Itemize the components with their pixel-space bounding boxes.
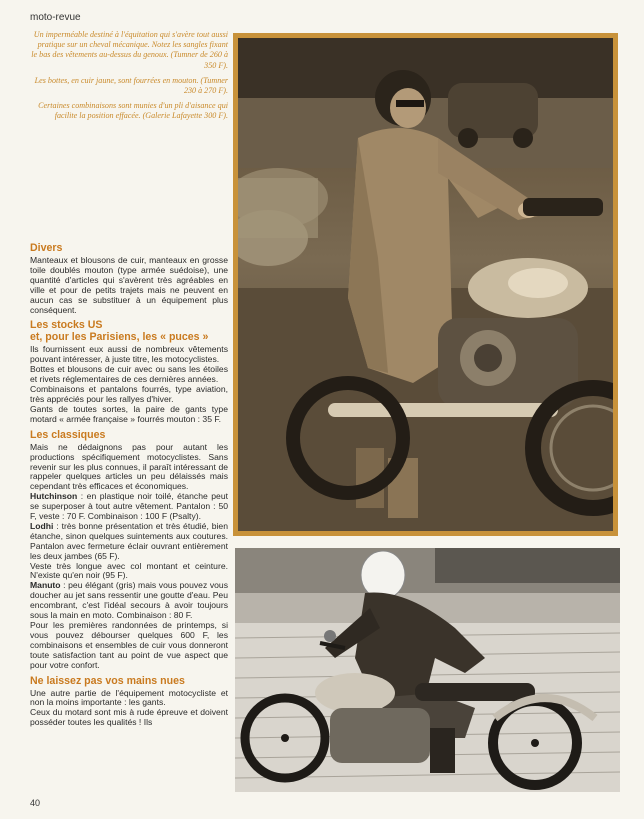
paragraph-stocks-2: Bottes et blousons de cuir avec ou sans les étoiles et rivets réglementaires de ces dernières années. — [30, 364, 228, 385]
photo-rider-illustration — [238, 38, 613, 531]
caption-raincoat: Un imperméable destiné à l'équitation qui s'avère tout aussi pratique sur un cheval mécanique. Notez les sangles fixant le bas des vêtements au-dessus du genoux. (Tumner de 260 à 350 F). — [31, 30, 228, 70]
paragraph-manuto — [30, 581, 228, 621]
paragraph-classiques-intro: Mais ne dédaignons pas pour autant les productions spécifiquement motocyclistes. Sans revenir sur les plus connues, il paraît intéressant de rappeler quelques articles un peu délaissés mais cependant très efficaces et économiques. — [30, 441, 228, 492]
photo-helmet-rider-illustration — [235, 548, 620, 792]
paragraph-hutchinson — [30, 492, 228, 522]
heading-stocks-us — [30, 319, 228, 343]
paragraph-stocks-3: Combinaisons et pantalons fourrés, type aviation, très appréciés pour les rallyes d'hiver. — [30, 384, 228, 404]
paragraph-mains-1: Une autre partie de l'équipement motocycliste et non la moins importante : les gants. — [30, 687, 228, 708]
heading-divers: Divers — [30, 242, 63, 254]
paragraph-mains-2: Ceux du motard sont mis à rude épreuve et doivent posséder toutes les qualités ! Ils — [30, 707, 228, 728]
caption-boots: Les bottes, en cuir jaune, sont fourrées en mouton. (Tumner 230 à 270 F). — [34, 75, 228, 96]
paragraph-lodhi — [30, 522, 228, 562]
paragraph-veste: Veste très longue avec col montant et ceinture. N'existe qu'en noir (95 F). — [30, 560, 228, 581]
heading-stocks-us-line2: et, pour les Parisiens, les « puces » — [30, 331, 209, 344]
paragraph-printemps: Pour les premières randonnées de printemps, si vous pouvez débourser quelques 600 F, les combinaisons et ensembles de cuir vous donneront toute satisfaction tant au point de vue aspect que pour votre confort. — [30, 620, 228, 670]
text-manuto: : peu élégant (gris) mais vous pouvez vous doucher au jet sans ressentir une goutte d'eau. Peu encombrant, c'est l'idéal secours à avoir toujours sous la main en moto. Combinaison : 80 F. — [30, 580, 228, 621]
paragraph-stocks-1: Ils fournissent eux aussi de nombreux vêtements pouvant intéresser, à juste titre, les motocyclistes. — [30, 344, 228, 365]
magazine-header: moto-revue — [30, 12, 81, 23]
article-column — [30, 240, 228, 728]
heading-classiques: Les classiques — [30, 428, 106, 441]
paragraph-stocks-4: Gants de toutes sortes, la paire de gants type motard « armée française » fourrés mouton : 35 F. — [30, 403, 228, 424]
photo-helmeted-rider-on-motorcycle — [235, 548, 620, 792]
photo-captions — [30, 30, 228, 127]
term-lodhi: Lodhi — [30, 520, 54, 531]
paragraph-divers: Manteaux et blousons de cuir, manteaux en grosse toile doublés mouton (type armée suédoise), une quantité d'articles qui s'avèrent très agréables en ville et pour de petits trajets mais ne peuvent en aucun cas se substituer à un équipement plus conséquent. — [30, 255, 228, 315]
page-number: 40 — [30, 798, 41, 808]
caption-overall: Certaines combinaisons sont munies d'un pli d'aisance qui facilite la position effacée. (Galerie Lafayette 300 F). — [38, 101, 228, 121]
text-hutchinson: : en plastique noir toilé, étanche peut se superposer à tout autre vêtement. Pantalon : 50 F, veste : 70 F. Combinaison : 100 F (Psalty). — [30, 491, 228, 522]
photo-rider-with-motorcycle — [233, 33, 618, 536]
term-hutchinson: Hutchinson — [30, 491, 78, 502]
heading-mains: Ne laissez pas vos mains nues — [30, 674, 185, 687]
term-manuto: Manuto — [30, 580, 61, 591]
text-lodhi: : très bonne présentation et très étudié, bien étanche, sinon quelques suintements aux coutures. Pantalon avec fermeture éclair ouvrant entièrement les deux jambes (65 F). — [30, 520, 228, 561]
heading-stocks-us-line1: Les stocks US — [30, 319, 103, 332]
